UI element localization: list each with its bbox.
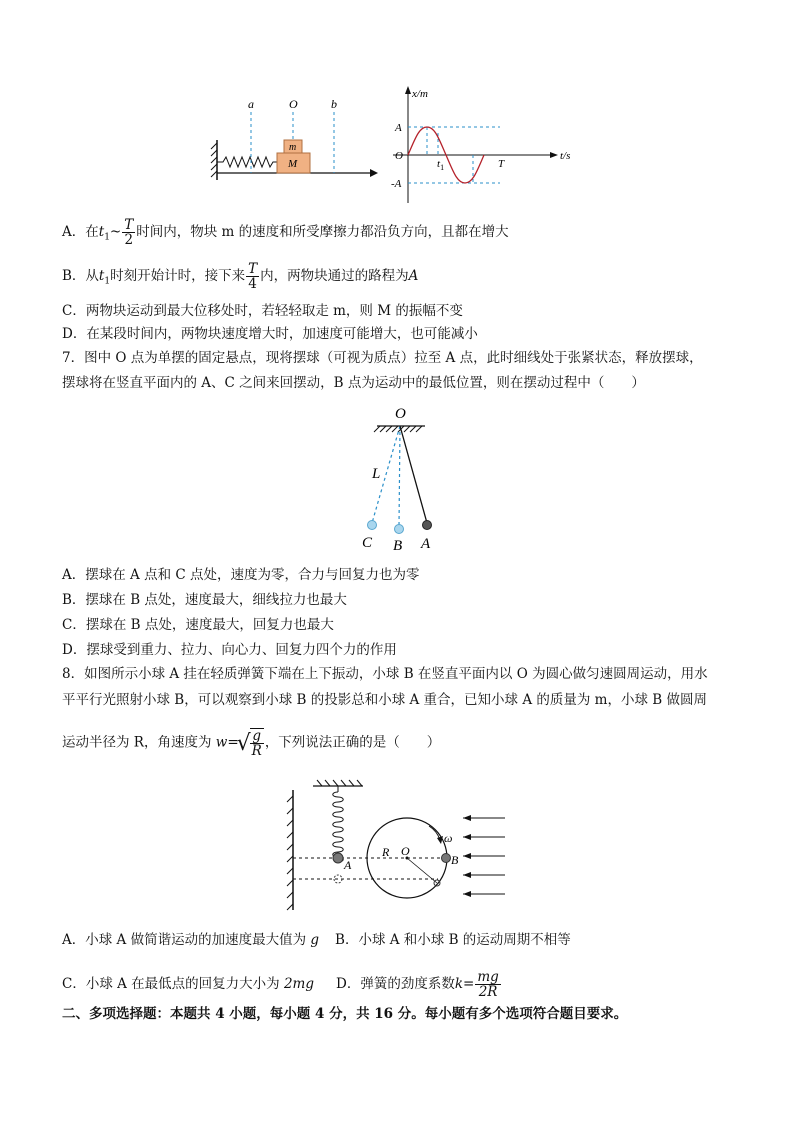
q8-stem-line3: 运动半径为 R，角速度为 w= √ $\frac{g}{R}$ ，下列说法正确的是（ ） — [62, 728, 440, 758]
graph-period: T — [498, 158, 505, 170]
q7-option-c: C．摆球在 B 点处，速度最大，回复力也最大 — [62, 617, 334, 633]
q6-option-a: A．在$t_1\sim$ $\frac{T}{2}$ 时间内，物块 m 的速度和所受摩擦力都沿负方向，且都在增大 — [62, 217, 509, 248]
fraction-t-over-4: $\frac{T}{4}$ — [248, 261, 258, 292]
sqrt-g-over-r: √ $\frac{g}{R}$ — [239, 728, 265, 758]
q7-stem-line2: 摆球将在竖直平面内的 A、C 之间来回摆动，B 点为运动中的最低位置，则在摆动过程中（ ） — [62, 375, 645, 391]
q8-option-b: B．小球 A 和小球 B 的运动周期不相等 — [335, 932, 571, 948]
circle-label-omega: ω — [444, 831, 453, 845]
fig1-label-o: O — [289, 97, 298, 111]
fig1-label-a: a — [248, 97, 254, 111]
circle-label-a: A — [344, 858, 352, 872]
circle-label-b: B — [451, 853, 459, 867]
circle-label-r: R — [382, 845, 390, 859]
pendulum-label-c: C — [362, 535, 373, 551]
fraction-t-over-2: $\frac{T}{2}$ — [124, 217, 134, 248]
q8-option-c: C．小球 A 在最低点的回复力大小为 2mg — [62, 976, 315, 992]
q6-option-d: D．在某段时间内，两物块速度增大时，加速度可能增大，也可能减小 — [62, 326, 478, 342]
q8-stem-line2: 平平行光照射小球 B，可以观察到小球 B 的投影总和小球 A 重合，已知小球 A 的质量为 m，小球 B 做圆周 — [62, 692, 707, 708]
q7-option-a: A．摆球在 A 点和 C 点处，速度为零，合力与回复力也为零 — [62, 567, 420, 583]
pendulum-label-b: B — [393, 538, 403, 554]
graph-t1: $t_1$ — [437, 158, 445, 172]
q8-option-d: D．弹簧的劲度系数k= $\frac{mg}{2R}$ — [336, 969, 499, 1000]
graph-a-positive: A — [395, 122, 402, 134]
fig1-label-big-m: M — [288, 158, 298, 170]
q8-option-a: A．小球 A 做简谐运动的加速度最大值为 g — [62, 932, 320, 948]
pendulum-label-o: O — [395, 406, 406, 422]
xt-graph-figure — [388, 83, 588, 208]
block-spring-figure — [205, 95, 380, 190]
q7-option-b: B．摆球在 B 点处，速度最大，细线拉力也最大 — [62, 592, 347, 608]
q6-option-b: B．从$t_1$时刻开始计时，接下来 $\frac{T}{4}$ 内，两物块通过的路程为A — [62, 261, 419, 292]
q6-option-c: C．两物块运动到最大位移处时，若轻轻取走 m，则 M 的振幅不变 — [62, 303, 463, 319]
fig1-label-m: m — [289, 142, 297, 153]
graph-origin: O — [395, 150, 403, 162]
q8-stem-line1: 8．如图所示小球 A 挂在轻质弹簧下端在上下振动，小球 B 在竖直平面内以 O 为圆心做匀速圆周运动，用水 — [62, 666, 708, 682]
q8-options-ab — [62, 931, 571, 949]
graph-y-label: x/m — [412, 88, 428, 100]
fig1-label-b: b — [331, 97, 337, 111]
graph-a-negative: -A — [391, 178, 402, 190]
q7-option-d: D．摆球受到重力、拉力、向心力、回复力四个力的作用 — [62, 642, 397, 658]
pendulum-label-a: A — [421, 536, 431, 552]
graph-x-label: t/s — [560, 150, 571, 162]
pendulum-figure — [355, 400, 455, 555]
q7-stem-line1: 7．图中 O 点为单摆的固定悬点，现将摆球（可视为质点）拉至 A 点，此时细线处于张紧状态，释放摆球， — [62, 350, 703, 366]
circle-label-o: O — [401, 844, 410, 858]
section-2-heading: 二、多项选择题：本题共 4 小题，每小题 4 分，共 16 分。每小题有多个选项符合题目要求。 — [62, 1006, 628, 1022]
spring-circle-figure — [283, 778, 513, 918]
q8-options-cd — [62, 970, 502, 999]
pendulum-label-l: L — [372, 466, 381, 482]
